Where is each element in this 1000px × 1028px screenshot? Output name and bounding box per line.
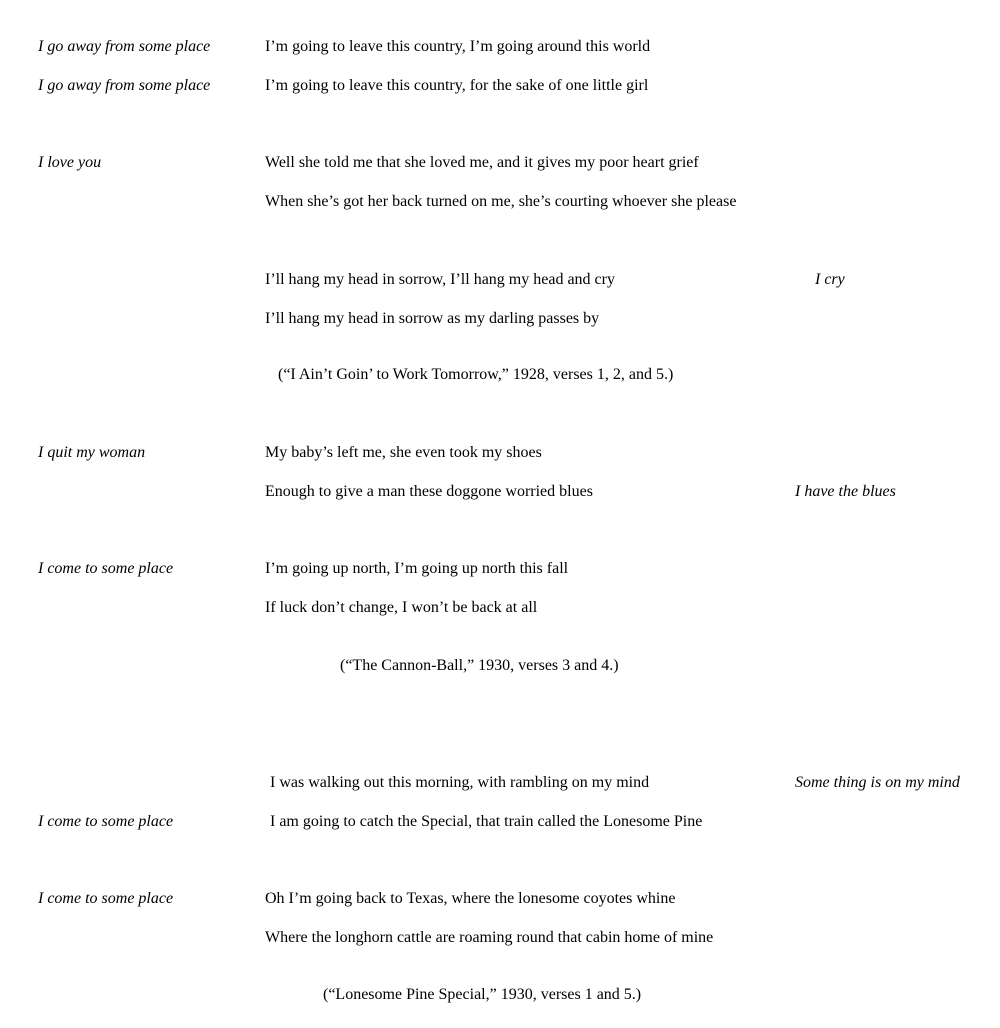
lyric-row: [0, 442, 1000, 464]
lyric-row: [0, 269, 1000, 291]
left-gloss: I love you: [38, 154, 102, 171]
left-gloss: I come to some place: [38, 890, 174, 907]
lyric-line: I’ll hang my head in sorrow, I’ll hang my head and cry: [265, 271, 615, 288]
lyric-line: Enough to give a man these doggone worried blues: [265, 483, 593, 500]
lyric-line: Where the longhorn cattle are roaming round that cabin home of mine: [265, 929, 714, 946]
lyric-line: I’m going to leave this country, for the sake of one little girl: [265, 77, 649, 94]
lyric-line: My baby’s left me, she even took my shoes: [265, 444, 542, 461]
lyric-row: [0, 36, 1000, 58]
left-gloss: I come to some place: [38, 813, 174, 830]
lyric-line: Well she told me that she loved me, and it gives my poor heart grief: [265, 154, 699, 171]
right-gloss: Some thing is on my mind: [795, 774, 960, 791]
song-citation: (“Lonesome Pine Special,” 1930, verses 1 and 5.): [323, 986, 642, 1003]
left-gloss: I go away from some place: [38, 38, 211, 55]
lyric-row: [0, 75, 1000, 97]
lyric-line: I was walking out this morning, with rambling on my mind: [270, 774, 650, 791]
lyric-line: If luck don’t change, I won’t be back at all: [265, 599, 538, 616]
right-gloss: I have the blues: [795, 483, 896, 500]
lyric-row: [0, 772, 1000, 794]
lyric-row: [0, 152, 1000, 174]
lyric-row: [0, 597, 1000, 619]
left-gloss: I quit my woman: [38, 444, 146, 461]
lyric-row: [0, 308, 1000, 330]
lyric-row: [0, 481, 1000, 503]
lyric-row: [0, 811, 1000, 833]
lyric-line: I’m going up north, I’m going up north this fall: [265, 560, 569, 577]
left-gloss: I go away from some place: [38, 77, 211, 94]
right-gloss: I cry: [815, 271, 845, 288]
song-citation: (“I Ain’t Goin’ to Work Tomorrow,” 1928, verses 1, 2, and 5.): [278, 366, 674, 383]
song-citation: (“The Cannon-Ball,” 1930, verses 3 and 4.): [340, 657, 619, 674]
lyric-line: I’m going to leave this country, I’m going around this world: [265, 38, 651, 55]
left-gloss: I come to some place: [38, 560, 174, 577]
lyric-line: When she’s got her back turned on me, she’s courting whoever she please: [265, 193, 737, 210]
lyric-line: I’ll hang my head in sorrow as my darling passes by: [265, 310, 600, 327]
lyric-line: I am going to catch the Special, that train called the Lonesome Pine: [270, 813, 703, 830]
lyric-row: [0, 927, 1000, 949]
lyric-row: [0, 558, 1000, 580]
lyric-line: Oh I’m going back to Texas, where the lonesome coyotes whine: [265, 890, 676, 907]
lyric-row: [0, 191, 1000, 213]
lyric-row: [0, 888, 1000, 910]
